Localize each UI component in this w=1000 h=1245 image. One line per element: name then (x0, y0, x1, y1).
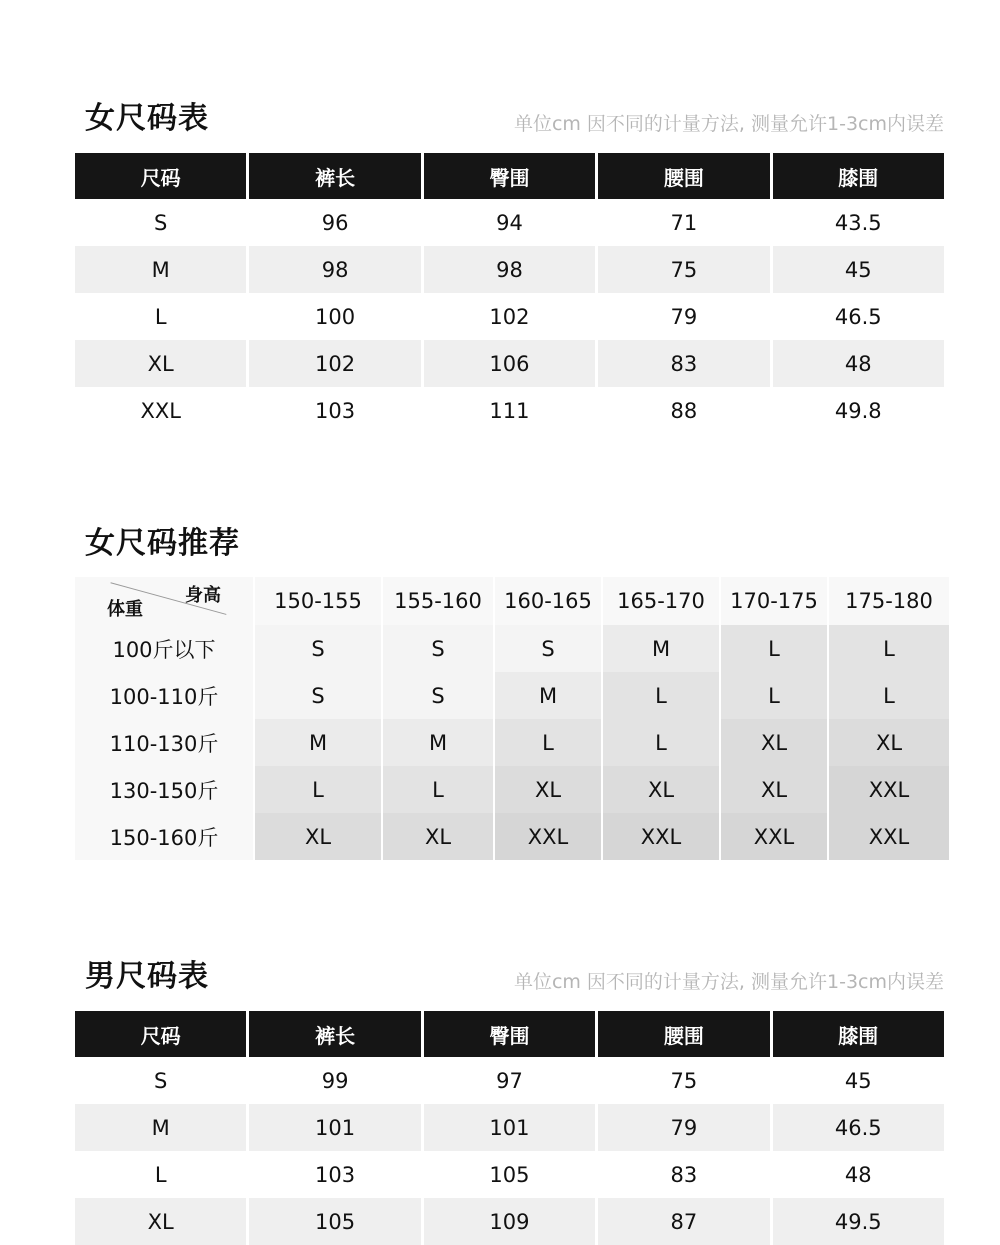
measure-cell: 87 (598, 1198, 769, 1245)
measure-cell: 101 (249, 1104, 420, 1151)
measure-cell: 48 (773, 340, 944, 387)
measure-cell: 101 (424, 1104, 595, 1151)
measure-cell: 46.5 (834, 304, 882, 329)
corner-height-label: 身高 (185, 585, 221, 606)
height-header: 160-165 (495, 577, 601, 625)
recommended-size-cell: S (495, 625, 601, 672)
recommended-size-cell: S (383, 625, 493, 672)
measure-cell: 49.8 (834, 398, 882, 423)
measure-cell: 49.5 (773, 1198, 944, 1245)
men-unit-note: 单位cm 因不同的计量方法, 测量允许1-3cm内误差 (513, 971, 944, 993)
rec-row (75, 813, 949, 860)
women-rec-title: 女尺码推荐 (85, 526, 240, 561)
recommended-size-cell: M (603, 625, 719, 672)
measure-cell: 88 (670, 398, 698, 423)
measure-cell: 79 (598, 1104, 769, 1151)
size-cell: S (154, 1068, 168, 1093)
recommended-size-cell: L (829, 625, 949, 672)
recommended-size-cell: XXL (829, 766, 949, 813)
column-header: 尺码 (75, 1011, 246, 1057)
table-row (75, 293, 944, 340)
recommended-size-cell: L (829, 672, 949, 719)
measure-cell: 102 (489, 304, 530, 329)
height-header: 175-180 (829, 577, 949, 625)
recommended-size-cell: XXL (603, 813, 719, 860)
measure-cell: 71 (670, 210, 698, 235)
recommended-size-cell: XL (829, 719, 949, 766)
measure-cell: 102 (249, 340, 420, 387)
column-header: 臀围 (424, 1011, 595, 1057)
recommended-size-cell: M (255, 719, 381, 766)
women-size-table (72, 153, 947, 434)
women-rec-table (73, 577, 951, 860)
recommended-size-cell: XL (255, 813, 381, 860)
measure-cell: 109 (424, 1198, 595, 1245)
rec-corner-cell (75, 577, 253, 625)
measure-cell: 105 (249, 1198, 420, 1245)
size-cell: XXL (140, 398, 181, 423)
table-row (75, 1151, 944, 1198)
size-cell: L (154, 1162, 167, 1187)
measure-cell: 105 (489, 1162, 530, 1187)
measure-cell: 103 (315, 398, 356, 423)
measure-cell: 45 (844, 1068, 872, 1093)
table-header-row (75, 1011, 944, 1057)
measure-cell: 46.5 (773, 1104, 944, 1151)
rec-header-row (75, 577, 949, 625)
weight-cell: 150-160斤 (75, 813, 253, 860)
weight-cell: 110-130斤 (75, 719, 253, 766)
recommended-size-cell: S (255, 625, 381, 672)
recommended-size-cell: L (603, 672, 719, 719)
height-header: 155-160 (383, 577, 493, 625)
weight-cell: 100-110斤 (75, 672, 253, 719)
measure-cell: 75 (670, 1068, 698, 1093)
recommended-size-cell: XL (721, 766, 827, 813)
measure-cell: 100 (315, 304, 356, 329)
height-header: 170-175 (721, 577, 827, 625)
measure-cell: 96 (321, 210, 349, 235)
measure-cell: 48 (844, 1162, 872, 1187)
column-header: 裤长 (249, 153, 420, 199)
table-row (75, 1057, 944, 1104)
recommended-size-cell: XL (383, 813, 493, 860)
column-header: 裤长 (249, 1011, 420, 1057)
recommended-size-cell: XL (721, 719, 827, 766)
women-size-title: 女尺码表 (85, 101, 209, 136)
measure-cell: 83 (598, 340, 769, 387)
recommended-size-cell: S (255, 672, 381, 719)
size-cell: XL (75, 1198, 246, 1245)
measure-cell: 99 (321, 1068, 349, 1093)
measure-cell: 111 (489, 398, 530, 423)
size-cell: S (154, 210, 168, 235)
recommended-size-cell: XXL (721, 813, 827, 860)
weight-cell: 100斤以下 (75, 625, 253, 672)
recommended-size-cell: XXL (495, 813, 601, 860)
measure-cell: 83 (670, 1162, 698, 1187)
recommended-size-cell: L (255, 766, 381, 813)
recommended-size-cell: XXL (829, 813, 949, 860)
size-cell: M (75, 1104, 246, 1151)
recommended-size-cell: XL (603, 766, 719, 813)
rec-row (75, 719, 949, 766)
measure-cell: 94 (496, 210, 523, 235)
measure-cell: 106 (424, 340, 595, 387)
table-row (75, 1104, 944, 1151)
recommended-size-cell: L (721, 625, 827, 672)
measure-cell: 75 (598, 246, 769, 293)
column-header: 尺码 (75, 153, 246, 199)
rec-row (75, 672, 949, 719)
table-row (75, 340, 944, 387)
column-header: 腰围 (598, 1011, 769, 1057)
measure-cell: 43.5 (834, 210, 882, 235)
men-size-table (72, 1011, 947, 1245)
size-cell: L (154, 304, 167, 329)
recommended-size-cell: M (495, 672, 601, 719)
measure-cell: 97 (496, 1068, 523, 1093)
height-header: 165-170 (603, 577, 719, 625)
size-cell: XL (75, 340, 246, 387)
recommended-size-cell: L (383, 766, 493, 813)
women-unit-note: 单位cm 因不同的计量方法, 测量允许1-3cm内误差 (513, 113, 944, 135)
column-header: 膝围 (773, 153, 944, 199)
measure-cell: 98 (424, 246, 595, 293)
measure-cell: 103 (315, 1162, 356, 1187)
measure-cell: 79 (670, 304, 698, 329)
recommended-size-cell: L (495, 719, 601, 766)
table-row (75, 246, 944, 293)
recommended-size-cell: L (603, 719, 719, 766)
height-header: 150-155 (255, 577, 381, 625)
table-row (75, 387, 944, 434)
recommended-size-cell: L (721, 672, 827, 719)
rec-row (75, 766, 949, 813)
men-size-title: 男尺码表 (85, 959, 209, 994)
corner-weight-label: 体重 (107, 599, 143, 620)
weight-cell: 130-150斤 (75, 766, 253, 813)
column-header: 腰围 (598, 153, 769, 199)
corner-diagonal-line (75, 577, 253, 625)
size-cell: M (75, 246, 246, 293)
table-header-row (75, 153, 944, 199)
measure-cell: 98 (249, 246, 420, 293)
measure-cell: 45 (773, 246, 944, 293)
column-header: 膝围 (773, 1011, 944, 1057)
table-row (75, 1198, 944, 1245)
recommended-size-cell: XL (495, 766, 601, 813)
recommended-size-cell: S (383, 672, 493, 719)
recommended-size-cell: M (383, 719, 493, 766)
column-header: 臀围 (424, 153, 595, 199)
table-row (75, 199, 944, 246)
rec-row (75, 625, 949, 672)
